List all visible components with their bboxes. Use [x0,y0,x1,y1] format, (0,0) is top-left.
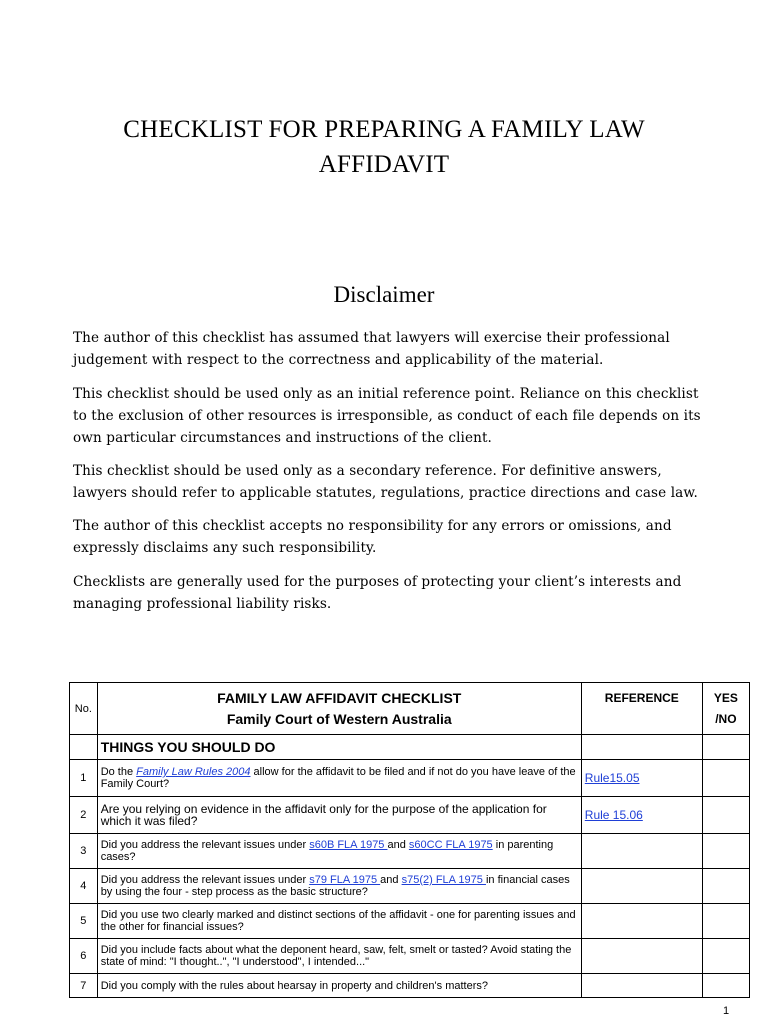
s60cc-link[interactable]: s60CC FLA 1975 [408,839,493,851]
row-yes-no[interactable] [702,974,749,998]
rule-15-05-link[interactable]: Rule15.05 [584,771,640,785]
table-row [70,974,750,998]
row-question: Did you comply with the rules about hearsay in property and children's matters? [97,974,581,998]
family-law-rules-link[interactable]: Family Law Rules 2004 [136,766,251,778]
row-reference [581,939,702,974]
title-line-1: CHECKLIST FOR PREPARING A FAMILY LAW [123,116,645,143]
disclaimer-heading: Disclaimer [333,282,435,307]
title-line-2: AFFIDAVIT [318,151,450,178]
header-court: Family Court of Western Australia [226,710,452,727]
row-reference [581,974,702,998]
header-title-cell [97,683,581,735]
table-row [70,834,750,869]
disclaimer-paragraph-1: The author of this checklist has assumed that lawyers will exercise their professional judgement with respect to the correctness and applicability of the material. [73,330,670,368]
row-number: 5 [70,904,98,939]
page-number: 1 [723,1005,730,1017]
row-question: Do the Family Law Rules 2004 allow for the affidavit to be filed and if not do you have leave of the Family Court? [97,760,581,797]
row-number: 1 [70,760,98,797]
row-question: Did you include facts about what the deponent heard, saw, felt, smelt or tasted? Avoid stating the state of mind: "I thought..", "I understood", I intended..." [97,939,581,974]
row-reference [581,869,702,904]
row-yes-no[interactable] [702,834,749,869]
row-yes-no[interactable] [702,904,749,939]
s60b-link[interactable]: s60B FLA 1975 [309,839,388,851]
header-no-label: /NO [715,711,737,726]
row-question: Did you address the relevant issues under s79 FLA 1975 and s75(2) FLA 1975 in financial cases by using the four - step process as the basic structure? [97,869,581,904]
row-yes-no[interactable] [702,797,749,834]
s79-link[interactable]: s79 FLA 1975 [309,874,381,886]
table-row [70,797,750,834]
row-number: 2 [70,797,98,834]
document-title [60,112,708,182]
row-yes-no[interactable] [702,869,749,904]
section-row [70,735,750,760]
row-number: 7 [70,974,98,998]
row-reference [581,797,702,834]
table-row [70,869,750,904]
disclaimer-paragraph-2: This checklist should be used only as an initial reference point. Reliance on this checklist to the exclusion of other resources is irresponsible, as conduct of each file depends on its own particular circumstances and instructions of the client. [73,386,701,446]
header-yes: YES [713,690,738,705]
header-yes-no [702,683,749,735]
disclaimer-paragraph-3: This checklist should be used only as a secondary reference. For definitive answers, lawyers should refer to applicable statutes, regulations, practice directions and case law. [73,463,698,501]
table-header-row [70,683,750,735]
header-no: No. [70,683,98,735]
row-number: 3 [70,834,98,869]
header-title: FAMILY LAW AFFIDAVIT CHECKLIST [217,689,462,706]
header-reference: REFERENCE [581,683,702,735]
s75-2-link[interactable]: s75(2) FLA 1975 [401,874,486,886]
row-reference [581,760,702,797]
disclaimer-paragraph-5: Checklists are generally used for the purposes of protecting your client’s interests and managing professional liability risks. [73,574,682,612]
rule-15-06-link[interactable]: Rule 15.06 [584,808,643,822]
row-question: Did you use two clearly marked and distinct sections of the affidavit - one for parenting issues and the other for financial issues? [97,904,581,939]
row-number: 4 [70,869,98,904]
affidavit-checklist-table [69,682,750,998]
table-row [70,760,750,797]
table-row [70,904,750,939]
row-number: 6 [70,939,98,974]
table-row [70,939,750,974]
row-yes-no[interactable] [702,760,749,797]
row-question: Did you address the relevant issues under s60B FLA 1975 and s60CC FLA 1975 in parenting cases? [97,834,581,869]
row-question: Are you relying on evidence in the affidavit only for the purpose of the application for which it was filed? [97,797,581,834]
section-heading: THINGS YOU SHOULD DO [97,735,581,760]
row-yes-no[interactable] [702,939,749,974]
row-reference [581,834,702,869]
row-reference [581,904,702,939]
disclaimer-paragraph-4: The author of this checklist accepts no responsibility for any errors or omissions, and expressly disclaims any such responsibility. [73,518,672,556]
